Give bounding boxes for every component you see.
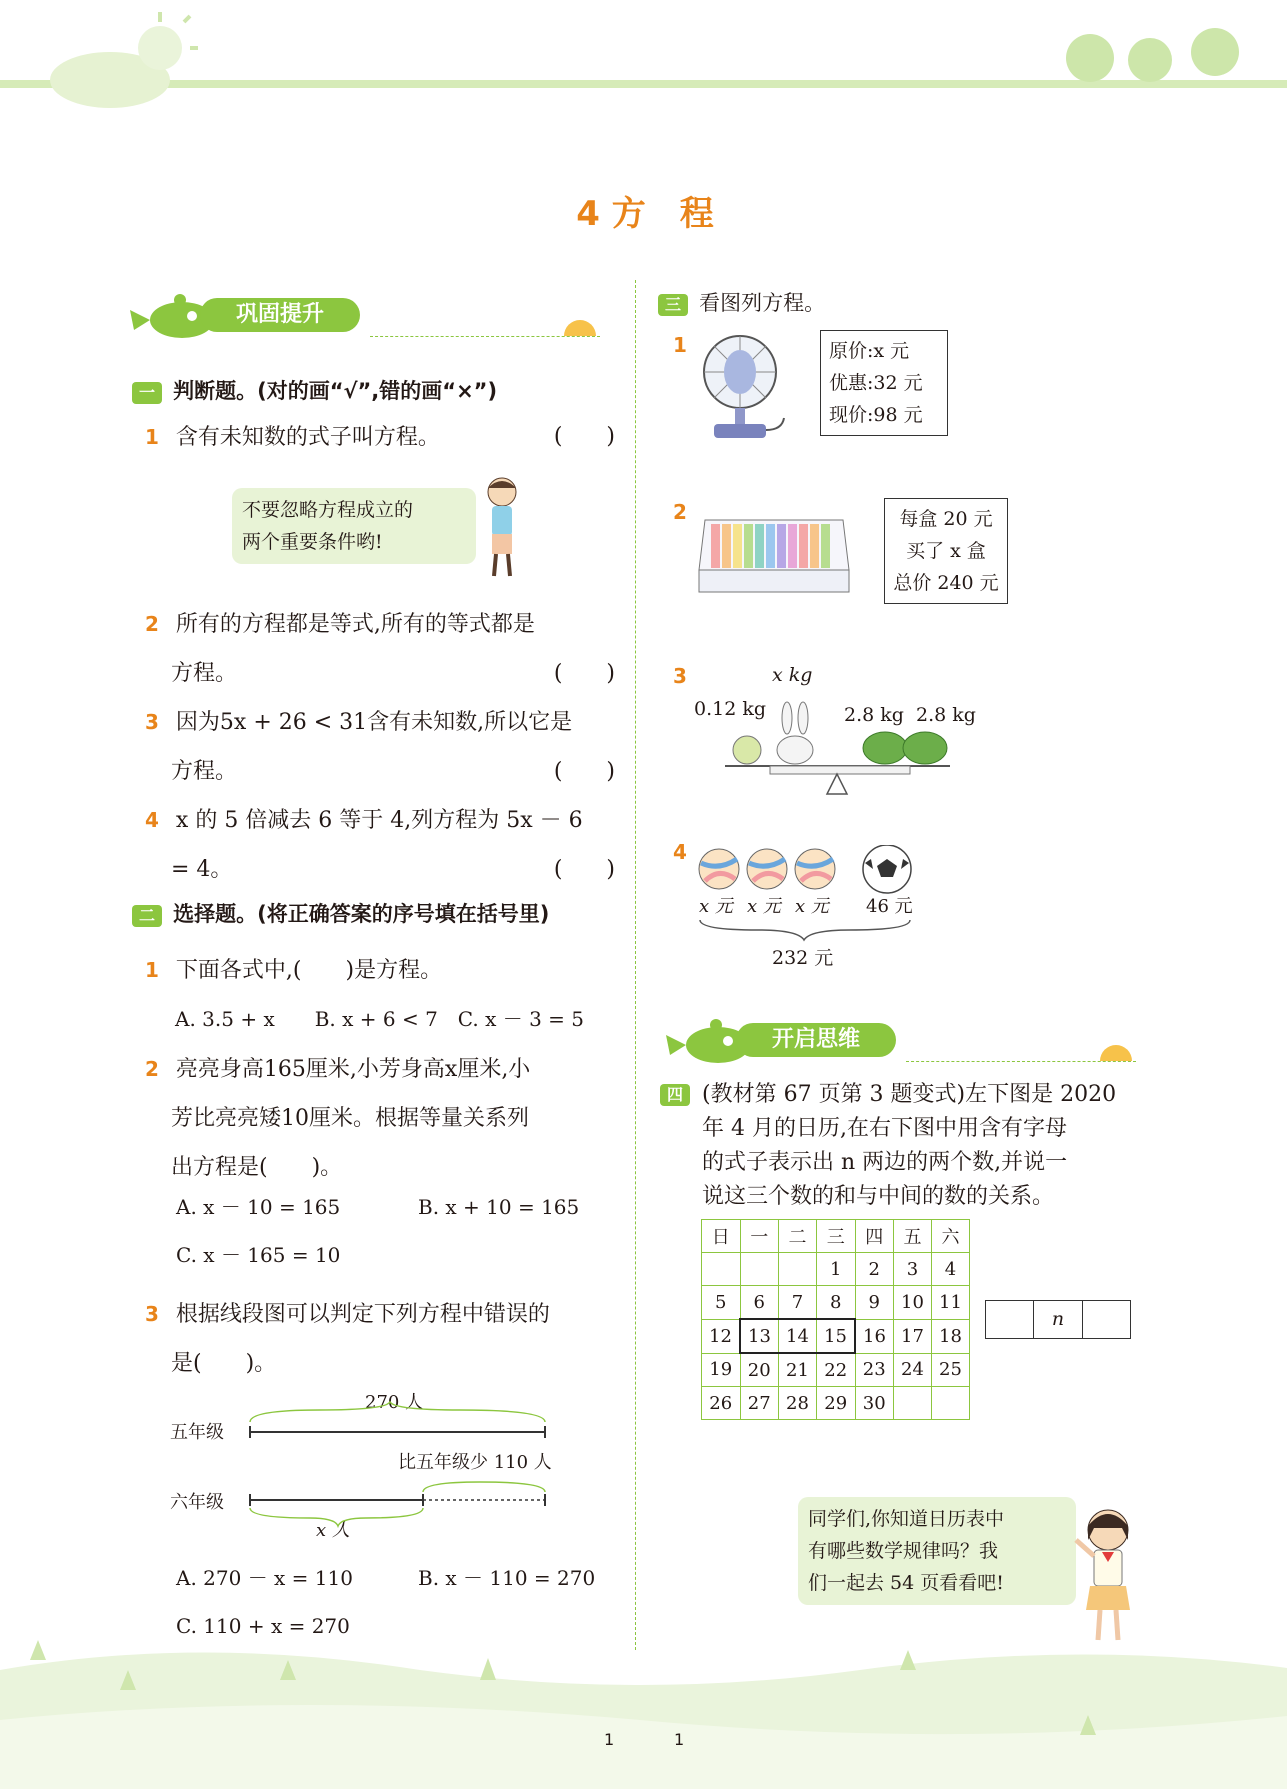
balls-icon bbox=[695, 845, 920, 895]
s1-q4-num: 4 bbox=[145, 808, 159, 832]
s1-q3-line1: 因为5x + 26 < 31含有未知数,所以它是 bbox=[175, 710, 573, 735]
section4-badge: 四 bbox=[660, 1084, 690, 1106]
cal-cell: 8 bbox=[817, 1286, 856, 1320]
s1-q3-num: 3 bbox=[145, 710, 159, 734]
s3-p2-line2: 买了 x 盒 bbox=[906, 540, 986, 562]
s3-p4-label4: 46 元 bbox=[866, 896, 913, 917]
tip-right-line2: 有哪些数学规律吗？我 bbox=[808, 1540, 999, 1562]
diagram-grade5: 五年级 bbox=[170, 1422, 224, 1443]
calendar-row bbox=[702, 1253, 970, 1286]
cal-cell: 30 bbox=[855, 1387, 894, 1420]
s1-q4-line1: x 的 5 倍减去 6 等于 4,列方程为 5x － 6 bbox=[175, 808, 583, 833]
n-center-box: n bbox=[1034, 1301, 1082, 1338]
tip-bubble-right bbox=[798, 1497, 1076, 1605]
tip-bubble-left bbox=[232, 488, 476, 564]
section3-title: 看图列方程。 bbox=[699, 291, 826, 315]
cal-cell bbox=[702, 1253, 741, 1286]
fan-icon bbox=[690, 330, 790, 445]
cal-cell: 9 bbox=[855, 1286, 894, 1320]
s2-q3 bbox=[145, 1290, 615, 1388]
s3-p3-left: 0.12 kg bbox=[694, 698, 767, 720]
tip-right-line1: 同学们,你知道日历表中 bbox=[808, 1508, 1005, 1530]
s1-q3-answer[interactable]: ( ) bbox=[553, 759, 615, 784]
cal-cell: 5 bbox=[702, 1286, 741, 1320]
s3-p1-line2: 优惠:32 元 bbox=[829, 372, 923, 394]
s3-p4-total: 232 元 bbox=[772, 947, 834, 969]
s1-q3-line2: 方程。 bbox=[171, 759, 238, 784]
tip-left-line2: 两个重要条件哟! bbox=[242, 531, 383, 553]
s2-q3-line1: 根据线段图可以判定下列方程中错误的 bbox=[175, 1302, 550, 1327]
s1-q1-answer[interactable]: ( ) bbox=[553, 424, 615, 449]
s1-q2-line2: 方程。 bbox=[171, 661, 238, 686]
s4-line1: (教材第 67 页第 3 题变式)左下图是 2020 bbox=[702, 1082, 1117, 1107]
calendar-row bbox=[702, 1353, 970, 1387]
banner-label: 巩固提升 bbox=[200, 298, 360, 332]
section2-heading bbox=[132, 898, 549, 928]
s3-p2-num: 2 bbox=[673, 500, 687, 524]
cal-cell: 12 bbox=[702, 1319, 741, 1353]
banner-consolidate bbox=[130, 290, 610, 340]
section2-badge: 二 bbox=[132, 905, 162, 927]
calendar-row bbox=[702, 1286, 970, 1320]
cal-cell: 21 bbox=[779, 1353, 817, 1387]
cal-cell: 23 bbox=[855, 1353, 894, 1387]
s2-q1 bbox=[145, 946, 615, 1044]
crayon-box-icon bbox=[695, 510, 855, 600]
s2-q3-num: 3 bbox=[145, 1302, 159, 1326]
s4-line2: 年 4 月的日历,在右下图中用含有字母 bbox=[702, 1116, 1067, 1141]
page-title: 4 方 程 bbox=[576, 194, 714, 234]
s3-p4-brace bbox=[698, 918, 913, 942]
cal-head: 三 bbox=[817, 1220, 856, 1253]
s2-q1-num: 1 bbox=[145, 958, 159, 982]
s2-q2-line2: 芳比亮亮矮10厘米。根据等量关系列 bbox=[171, 1106, 529, 1131]
s2-q2-opt-b: B. x + 10 = 165 bbox=[418, 1195, 580, 1219]
cal-cell-highlight: 15 bbox=[817, 1319, 856, 1353]
s4-line4: 说这三个数的和与中间的数的关系。 bbox=[702, 1184, 1055, 1209]
s1-q4-line2: = 4。 bbox=[171, 857, 233, 882]
tip-left-line1: 不要忽略方程成立的 bbox=[242, 499, 414, 521]
diagram-total: 270 人 bbox=[365, 1392, 424, 1413]
s3-p2-line3: 总价 240 元 bbox=[893, 572, 999, 594]
segment-diagram bbox=[170, 1380, 570, 1540]
section4 bbox=[660, 1078, 1160, 1214]
cal-cell: 7 bbox=[779, 1286, 817, 1320]
s2-q3-opt-c: C. 110 + x = 270 bbox=[176, 1614, 350, 1638]
s3-p1-line1: 原价:x 元 bbox=[829, 340, 910, 362]
section1-heading bbox=[132, 375, 497, 405]
s2-q3-opt-b: B. x － 110 = 270 bbox=[418, 1566, 596, 1590]
s1-q2-line1: 所有的方程都是等式,所有的等式都是 bbox=[175, 612, 535, 637]
calendar-row bbox=[702, 1387, 970, 1420]
s1-q4-answer[interactable]: ( ) bbox=[553, 857, 615, 882]
section3-heading bbox=[658, 287, 825, 317]
banner-thinking bbox=[666, 1015, 1146, 1065]
s2-q2-opt-c: C. x － 165 = 10 bbox=[176, 1243, 341, 1267]
cal-cell: 29 bbox=[817, 1387, 856, 1420]
s3-p4-num: 4 bbox=[673, 840, 687, 864]
section1-title: 判断题。(对的画“√”,错的画“×”) bbox=[173, 379, 498, 403]
cal-cell: 19 bbox=[702, 1353, 741, 1387]
cal-cell: 10 bbox=[894, 1286, 932, 1320]
s1-q1-num: 1 bbox=[145, 425, 159, 449]
s3-p4-label3: x 元 bbox=[795, 896, 829, 917]
s3-p3-num: 3 bbox=[673, 664, 687, 688]
n-left-box[interactable] bbox=[986, 1301, 1034, 1338]
diagram-x: x 人 bbox=[316, 1520, 350, 1541]
cal-cell bbox=[932, 1387, 970, 1420]
s3-p3-right: 2.8 kg 2.8 kg bbox=[844, 704, 976, 726]
cal-cell: 20 bbox=[740, 1353, 779, 1387]
s4-line3: 的式子表示出 n 两边的两个数,并说一 bbox=[702, 1150, 1068, 1175]
cal-cell: 16 bbox=[855, 1319, 894, 1353]
cal-head: 六 bbox=[932, 1220, 970, 1253]
page-number-left: 1 bbox=[604, 1730, 615, 1749]
page-number-right: 1 bbox=[674, 1730, 685, 1749]
s1-q1-text: 含有未知数的式子叫方程。 bbox=[175, 425, 440, 450]
cal-cell bbox=[779, 1253, 817, 1286]
cal-head: 二 bbox=[779, 1220, 817, 1253]
s3-p2-box bbox=[884, 498, 1008, 604]
cal-head: 日 bbox=[702, 1220, 741, 1253]
sun-icon bbox=[560, 310, 600, 338]
cal-cell bbox=[894, 1387, 932, 1420]
calendar-row bbox=[702, 1319, 970, 1353]
n-answer-boxes bbox=[985, 1300, 1131, 1339]
s3-p2-line1: 每盒 20 元 bbox=[899, 508, 993, 530]
section3-badge: 三 bbox=[658, 294, 688, 316]
s3-p4-label1: x 元 bbox=[699, 896, 733, 917]
s2-q3-opt-a: A. 270 － x = 110 bbox=[176, 1566, 353, 1590]
s2-q2-num: 2 bbox=[145, 1057, 159, 1081]
calendar-header bbox=[702, 1220, 970, 1253]
cal-cell: 27 bbox=[740, 1387, 779, 1420]
cal-head: 一 bbox=[740, 1220, 779, 1253]
s3-p1-line3: 现价:98 元 bbox=[829, 404, 923, 426]
s3-p1-box bbox=[820, 330, 948, 436]
boy-icon bbox=[472, 472, 532, 582]
cal-cell: 25 bbox=[932, 1353, 970, 1387]
cal-cell: 18 bbox=[932, 1319, 970, 1353]
sun-icon-2 bbox=[1096, 1035, 1136, 1063]
s2-q2-opt-a: A. x － 10 = 165 bbox=[176, 1195, 341, 1219]
cal-cell: 26 bbox=[702, 1387, 741, 1420]
s1-q4 bbox=[145, 796, 615, 894]
cal-head: 四 bbox=[855, 1220, 894, 1253]
diagram-lines bbox=[170, 1380, 570, 1540]
s3-p1-num: 1 bbox=[673, 333, 687, 357]
cal-cell-highlight: 13 bbox=[740, 1319, 779, 1353]
s2-q2 bbox=[145, 1045, 615, 1192]
cal-cell: 3 bbox=[894, 1253, 932, 1286]
cal-cell: 4 bbox=[932, 1253, 970, 1286]
cal-cell bbox=[740, 1253, 779, 1286]
s2-q2-line3: 出方程是( )。 bbox=[171, 1155, 343, 1180]
s2-q2-line1: 亮亮身高165厘米,小芳身高x厘米,小 bbox=[175, 1057, 531, 1082]
girl-icon bbox=[1068, 1500, 1148, 1650]
n-right-box[interactable] bbox=[1083, 1301, 1130, 1338]
section2-title: 选择题。(将正确答案的序号填在括号里) bbox=[173, 902, 550, 926]
cal-cell: 11 bbox=[932, 1286, 970, 1320]
diagram-grade6: 六年级 bbox=[170, 1492, 224, 1513]
s1-q3 bbox=[145, 698, 615, 796]
header-decoration bbox=[0, 0, 1287, 110]
diagram-less: 比五年级少 110 人 bbox=[398, 1452, 552, 1473]
cal-cell: 24 bbox=[894, 1353, 932, 1387]
cal-cell: 17 bbox=[894, 1319, 932, 1353]
cal-cell: 1 bbox=[817, 1253, 856, 1286]
cal-cell: 2 bbox=[855, 1253, 894, 1286]
banner2-label: 开启思维 bbox=[736, 1023, 896, 1057]
cal-head: 五 bbox=[894, 1220, 932, 1253]
s1-q1 bbox=[145, 422, 615, 453]
s3-p4-label2: x 元 bbox=[747, 896, 781, 917]
s2-q3-line2: 是( )。 bbox=[171, 1351, 277, 1376]
cal-cell: 22 bbox=[817, 1353, 856, 1387]
footer-landscape bbox=[0, 1640, 1287, 1789]
balance-scale bbox=[725, 690, 955, 800]
cal-cell-highlight: 14 bbox=[779, 1319, 817, 1353]
s2-q1-options: A. 3.5 + x B. x + 6 < 7 C. x － 3 = 5 bbox=[175, 1007, 585, 1031]
cal-cell: 6 bbox=[740, 1286, 779, 1320]
s1-q2-answer[interactable]: ( ) bbox=[553, 661, 615, 686]
s1-q2-num: 2 bbox=[145, 612, 159, 636]
s1-q2 bbox=[145, 600, 615, 698]
s2-q1-text: 下面各式中,( )是方程。 bbox=[175, 958, 443, 983]
cal-cell: 28 bbox=[779, 1387, 817, 1420]
tip-right-line3: 们一起去 54 页看看吧! bbox=[808, 1572, 1004, 1594]
s3-p3-xkg: x kg bbox=[772, 664, 813, 686]
column-divider bbox=[635, 280, 636, 1650]
calendar-table bbox=[701, 1219, 970, 1420]
section1-badge: 一 bbox=[132, 382, 162, 404]
